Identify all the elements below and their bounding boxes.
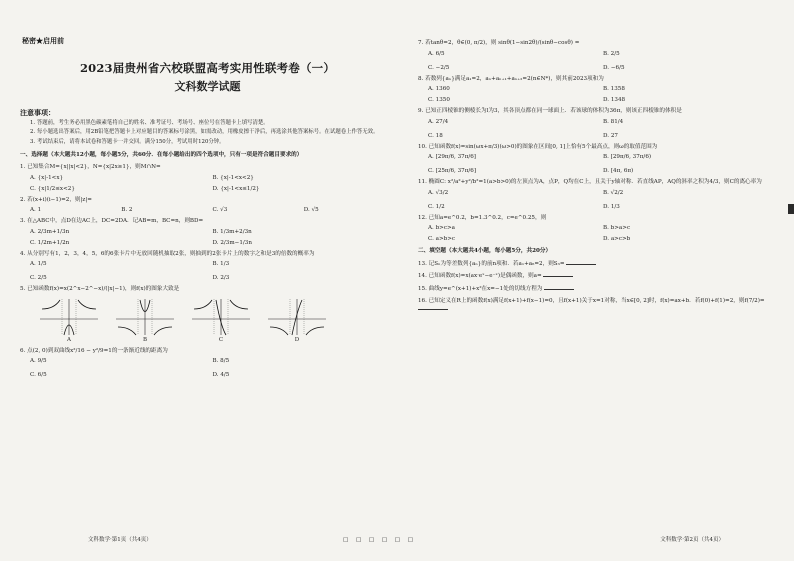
- right-page: [418, 30, 778, 549]
- question-11: 11. 椭圆C: x²/a²+y²/b²=1(a>b>0)的左顶点为A，点P，Q均在C上，且关于y轴对称．若直线AP，AQ的斜率之积为4/3，则C的离心率为: [418, 179, 762, 186]
- question-4: 4. 从分别写有1，2，3，4，5，6的6张卡片中无放回随机抽取2张，则抽到的2张卡片上的数字之和是3的倍数的概率为: [20, 250, 315, 257]
- graph-b-figure: [114, 297, 176, 337]
- option: B. 81/4: [603, 118, 624, 125]
- question-5-graphs: [38, 297, 395, 343]
- answer-blank[interactable]: [543, 276, 573, 277]
- option: D. {x|-1<x≤1/2}: [212, 185, 260, 192]
- page-footer-left: 文科数学·第1页（共4页）: [88, 537, 152, 543]
- question-4-options: [30, 261, 395, 281]
- question-6-options: [30, 358, 395, 378]
- exam-title: 2023届贵州省六校联盟高考实用性联考卷（一）: [79, 61, 336, 75]
- option: D. 1/3: [603, 203, 620, 210]
- question-13-text: 13. 记Sₙ为等差数列{aₙ}的前n项和．若a₁+a₆=2，则S₃=: [418, 260, 565, 267]
- option: C. a>b>c: [428, 236, 456, 243]
- question-14: [418, 273, 778, 281]
- option: B. 1358: [603, 86, 625, 93]
- page-footer-right: 文科数学·第2页（共4页）: [660, 537, 724, 543]
- option: A. √3/2: [428, 189, 449, 196]
- question-9: 9. 已知正四棱锥的侧棱长为l为3，其各顶点都在同一球面上．若该球的体积为36π，则该正四棱锥的体积是: [418, 108, 682, 115]
- question-13: [418, 261, 778, 269]
- question-7-options: [428, 51, 778, 71]
- notice-item: 1. 答题前，考生务必用黑色碳素笔将自己的姓名、准考证号、考场号、座位号在答题卡上填写清楚。: [30, 120, 269, 126]
- option: B. 8/5: [212, 358, 230, 365]
- option: A. 1/5: [30, 261, 47, 268]
- option: C. [25π/6, 37π/6]: [428, 168, 477, 175]
- option: B. b>a>c: [603, 225, 631, 232]
- section-heading-choice: 一、选择题（本大题共12小题，每小题5分，共60分．在每小题给出的四个选项中，只有一项是符合题目要求的）: [20, 151, 303, 158]
- question-15-text: 15. 曲线y=e^(x+1)+x²在x=−1处的切线方程为: [418, 285, 543, 292]
- answer-blank[interactable]: [418, 309, 448, 310]
- notice-item: 2. 每小题选出答案后，用2B铅笔把答题卡上对应题目的答案标号涂黑，如需改动，用橡皮擦干净后，再选涂其他答案标号。在试题卷上作答无效。: [30, 129, 379, 136]
- graph-option: [190, 297, 252, 343]
- option: D. 2/3m−1/3n: [212, 239, 252, 246]
- option: A. b>c>a: [428, 225, 456, 232]
- graph-option: [266, 297, 328, 343]
- option: B. √2/2: [603, 189, 624, 196]
- question-7: 7. 若tanθ=2，θ∈(0, π/2)，则 sinθ(1−sin2θ)/(sinθ−cosθ) =: [418, 40, 580, 46]
- option: C. √3: [212, 207, 228, 214]
- option: C. 6/5: [30, 372, 47, 379]
- option: A. 1: [30, 207, 42, 214]
- graph-a-figure: [38, 297, 100, 337]
- question-10-options: [428, 154, 778, 174]
- option: C. 2/5: [30, 275, 47, 282]
- option: A. 6/5: [428, 50, 445, 57]
- question-10: 10. 已知函数f(x)=sin(ωx+π/3)(ω>0)的图象在区间[0, 1]上恰有5个最高点，则ω的取值范围为: [418, 143, 658, 150]
- question-12: 12. 已知a=e^0.2，b=1.3^0.2，c=e^0.25，则: [418, 214, 547, 221]
- page-footer-marks: □ □ □ □ □ □: [343, 537, 416, 543]
- graph-option: [114, 297, 176, 343]
- question-5: 5. 已知函数f(x)=x(2^x−2^−x)/(|x|−1)，则f(x)的图象大致是: [20, 286, 180, 293]
- option: B. [29π/6, 37π/6): [603, 154, 652, 161]
- option: B. 2: [121, 207, 133, 214]
- question-11-options: [428, 190, 778, 210]
- left-page: [20, 30, 395, 549]
- option: D. 4/5: [212, 372, 230, 379]
- option: C. 1350: [428, 97, 450, 104]
- option: B. 1/3: [212, 261, 230, 268]
- option: B. 1/3m+2/3n: [212, 228, 252, 235]
- option: D. −6/5: [603, 64, 625, 71]
- question-16-text: 16. 已知定义在R上的函数f(x)满足f(x+1)+f(x−1)=0，且f(x+1)关于x=1对称，当x∈[0, 2]时，f(x)=ax+b．若f(0)+f(1)=2，则f(7/2)=: [418, 298, 765, 305]
- option: A. 9/5: [30, 358, 47, 365]
- notice-heading: 注意事项：: [20, 108, 55, 117]
- option: C. {x|1/2≤x<2}: [30, 185, 75, 192]
- option: D. 2/3: [212, 275, 230, 282]
- answer-blank[interactable]: [544, 289, 574, 290]
- graph-label: D: [294, 336, 300, 343]
- option: D. a>c>b: [603, 236, 631, 243]
- question-6: 6. 点(2, 0)到双曲线x²/16 − y²/9=1的一条渐近线的距离为: [20, 347, 168, 354]
- option: D. √5: [303, 207, 319, 214]
- option: A. [29π/6, 37π/6]: [428, 154, 476, 161]
- notice-block: [20, 108, 395, 146]
- option: B. {x|-1<x<2}: [212, 174, 254, 181]
- question-14-text: 14. 已知函数f(x)=x(ax·eˣ−e⁻ˣ)是偶函数，则a=: [418, 273, 542, 280]
- option: D. [4π, 6π): [603, 168, 634, 175]
- graph-option: [38, 297, 100, 343]
- option: B. 2/5: [603, 50, 620, 57]
- question-8-options: [428, 86, 778, 103]
- answer-blank[interactable]: [566, 264, 596, 265]
- option: A. 2/3m+1/3n: [30, 228, 70, 235]
- question-12-options: [428, 225, 778, 242]
- question-1: 1. 已知集合M={x||x|<2}，N={x|2x≥1}，则M∩N=: [20, 164, 161, 171]
- option: C. 1/2m+1/2n: [30, 239, 70, 246]
- notice-item: 3. 考试结束后，请将本试卷和答题卡一并交回。满分150分，考试用时120分钟。: [30, 138, 225, 145]
- secret-label: 秘密★启用前: [22, 36, 64, 45]
- option: C. 18: [428, 132, 443, 139]
- graph-label: C: [218, 336, 224, 343]
- graph-label: B: [142, 336, 148, 343]
- question-2: 2. 若(x+i)(i−1)=2，则|z|=: [20, 196, 92, 203]
- question-3-options: [30, 229, 395, 246]
- question-8: 8. 若数列{aₙ}满足a₁=2，aₙ+aₙ₊₁+aₙ₊₂=2(n∈N*)，则其前2023项和为: [418, 75, 604, 82]
- option: D. 1348: [603, 97, 626, 104]
- option: D. 27: [603, 132, 618, 139]
- question-2-options: [30, 207, 395, 213]
- edge-tab-marker: [788, 204, 794, 214]
- section-heading-fill: 二、填空题（本大题共4小题，每小题5分，共20分）: [418, 248, 552, 255]
- option: A. 27/4: [428, 118, 449, 125]
- exam-subtitle: 文科数学试题: [174, 80, 241, 93]
- question-3: 3. 在△ABC中，点D在边AC上，DC=2DA．记AB=m，BC=n，则BD=: [20, 218, 204, 225]
- option: C. −2/5: [428, 64, 450, 71]
- graph-d-figure: [266, 297, 328, 337]
- question-9-options: [428, 119, 778, 139]
- question-1-options: [30, 175, 395, 192]
- graph-c-figure: [190, 297, 252, 337]
- graph-label: A: [67, 336, 71, 343]
- option: A. {x|-1<x}: [30, 174, 64, 181]
- option: C. 1/2: [428, 203, 445, 210]
- question-16: [418, 298, 778, 313]
- question-15: [418, 286, 778, 294]
- option: A. 1360: [428, 86, 450, 93]
